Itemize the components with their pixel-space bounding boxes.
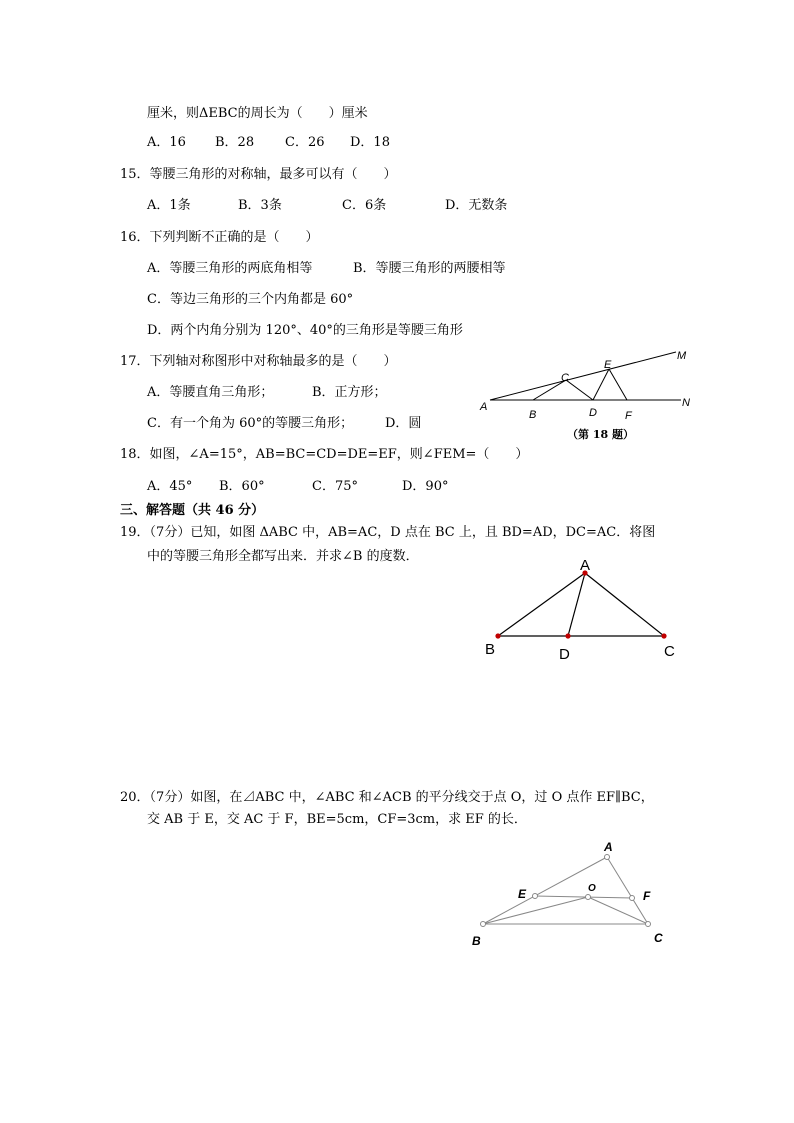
fig20-side-ac (607, 857, 648, 924)
q20-line-2: 交 AB 于 E，交 AC 于 F，BE=5cm，CF=3cm，求 EF 的长． (147, 812, 527, 827)
fig20-label-e: E (518, 887, 527, 901)
fig20-label-f: F (643, 889, 651, 903)
q16-stem: 16．下列判断不正确的是（ ） (120, 230, 319, 245)
fig20-point-f (630, 896, 635, 901)
q18-option-d: D．90° (402, 479, 449, 494)
q18-option-b: B．60° (219, 479, 265, 494)
q15-option-c: C．6条 (342, 198, 387, 213)
section-3-heading: 三、解答题（共 46 分） (120, 503, 265, 518)
fig20-label-b: B (472, 934, 481, 948)
fig20-point-b (481, 922, 486, 927)
fig20-point-o (586, 895, 591, 900)
fig19-label-a: A (580, 557, 591, 574)
q15-option-b: B．3条 (238, 198, 282, 213)
q14-option-a: A．16 (147, 135, 186, 150)
fig18-label-d: D (589, 407, 597, 419)
q17-option-c: C．有一个角为 60°的等腰三角形； (147, 416, 354, 431)
q17-option-b: B．正方形； (312, 385, 387, 400)
fig19-label-d: D (559, 646, 570, 663)
fig20-point-c (646, 922, 651, 927)
q17-stem: 17．下列轴对称图形中对称轴最多的是（ ） (120, 354, 397, 369)
fig20-point-e (533, 894, 538, 899)
q15-option-a: A．1条 (147, 198, 191, 213)
fig19-label-c: C (664, 643, 675, 660)
q18-option-a: A．45° (147, 479, 193, 494)
q14-option-d: D．18 (350, 135, 390, 150)
fig20-label-a: A (604, 840, 613, 854)
q19-line-1: 19．（7分）已知，如图 ΔABC 中，AB=AC，D 点在 BC 上，且 BD=AD，DC=AC．将图 (120, 525, 656, 540)
fig18-label-a: A (480, 401, 488, 413)
fig20-label-c: C (654, 931, 663, 945)
q16-option-b: B．等腰三角形的两腰相等 (353, 261, 506, 276)
fig18-label-e: E (604, 359, 612, 371)
q15-stem: 15．等腰三角形的对称轴，最多可以有（ ） (120, 167, 397, 182)
fig18-caption: （第 18 题） (567, 428, 634, 441)
fig20-bisector-co (588, 897, 648, 924)
q16-option-c: C．等边三角形的三个内角都是 60° (147, 292, 354, 307)
q16-option-a: A．等腰三角形的两底角相等 (147, 261, 313, 276)
q18-option-c: C．75° (312, 479, 358, 494)
fig18-label-f: F (625, 410, 632, 422)
fig18-label-m: M (677, 350, 687, 362)
q16-option-d: D．两个内角分别为 120°、40°的三角形是等腰三角形 (147, 323, 463, 338)
q18-stem: 18．如图，∠A=15°，AB=BC=CD=DE=EF，则∠FEM=（ ） (120, 447, 529, 462)
fig20-point-a (605, 855, 610, 860)
fig20-bisector-bo (483, 897, 588, 924)
q20-line-1: 20．（7分）如图，在⊿ABC 中，∠ABC 和∠ACB 的平分线交于点 O，过 O 点作 EF∥BC， (120, 790, 654, 805)
q14-tail: 厘米，则ΔEBC的周长为（ ）厘米 (147, 106, 368, 121)
fig18-label-c: C (561, 372, 569, 384)
q14-option-c: C．26 (285, 135, 325, 150)
q15-option-d: D．无数条 (445, 198, 508, 213)
fig19-label-b: B (485, 641, 496, 658)
fig20-label-o: O (588, 883, 596, 894)
fig18-label-b: B (529, 409, 537, 421)
q19-line-2: 中的等腰三角形全都写出来．并求∠B 的度数． (147, 549, 419, 564)
q14-option-b: B．28 (215, 135, 255, 150)
fig18-label-n: N (682, 397, 690, 409)
q17-option-a: A．等腰直角三角形； (147, 385, 274, 400)
q17-option-d: D．圆 (385, 416, 422, 431)
